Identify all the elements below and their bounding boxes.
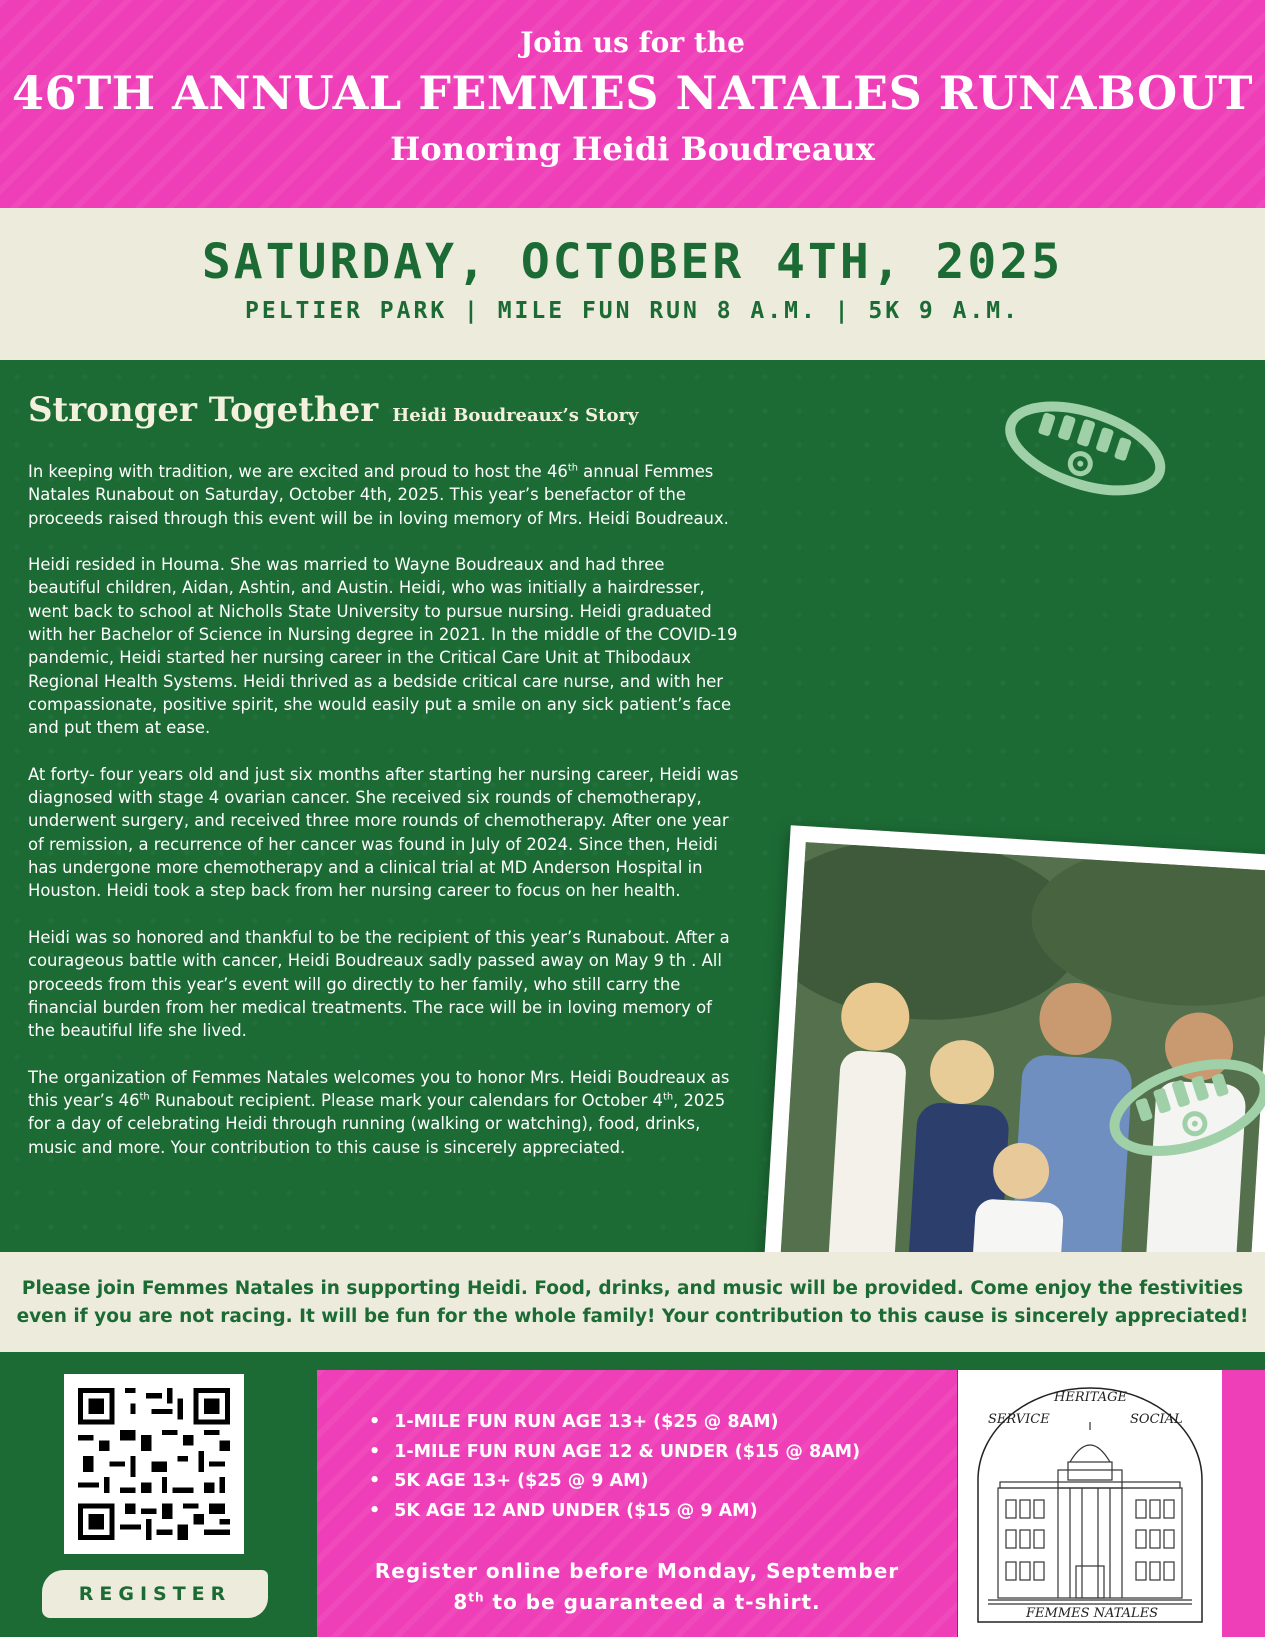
support-message: [0, 1252, 1265, 1352]
registration-section: [0, 1352, 1265, 1637]
support-line-1: Please join Femmes Natales in supporting Heidi. Food, drinks, and music will be provided. Come enjoy the festivities: [21, 1278, 1244, 1299]
header-banner: [0, 0, 1265, 208]
femmes-natales-logo: [958, 1370, 1222, 1637]
logo-text-top: HERITAGE: [1054, 1390, 1127, 1405]
story-body: [28, 460, 740, 1182]
story-paragraph-5: The organization of Femmes Natales welcomes you to honor Mrs. Heidi Boudreaux as this year’s 46th Runabout recipient. Please mark your calendars for October 4th, 2025 for a day of celebrating Heidi through running (walking or watching), food, drinks, music and more. Your contribution to this cause is sincerely appreciated.: [28, 1067, 730, 1157]
story-heading: [28, 390, 638, 430]
race-options-list: [369, 1408, 860, 1526]
event-date: SATURDAY, OCTOBER 4TH, 2025: [201, 234, 1064, 290]
pink-edge: [1222, 1370, 1265, 1637]
story-paragraph-2: Heidi resided in Houma. She was married to Wayne Boudreaux and had three beautiful children, Aidan, Ashtin, and Austin. Heidi, who was initially a hairdresser, went back to school at Nicholls State University to pursue nursing. Heidi graduated with her Bachelor of Science in Nursing degree in 2021. In the middle of the COVID-19 pandemic, Heidi started her nursing career in the Critical Care Unit at Thibodaux Regional Health Systems. Heidi thrived as a bedside critical care nurse, and with her compassionate, positive spirit, she would easily put a smile on any sick patient’s face and put them at ease.: [28, 555, 738, 738]
race-option: • 5K AGE 13+ ($25 @ 9 AM): [369, 1467, 860, 1497]
logo-text-left: SERVICE: [988, 1412, 1050, 1427]
logo-text-bottom: FEMMES NATALES: [1026, 1606, 1159, 1621]
date-band: [0, 208, 1265, 360]
support-line-2: even if you are not racing. It will be fun for the whole family! Your contribution to this cause is sincerely appreciated!: [16, 1306, 1249, 1327]
story-section: [0, 360, 1265, 1252]
pricing-panel: [317, 1370, 957, 1637]
qr-code-icon: [78, 1388, 230, 1540]
race-option: • 5K AGE 12 AND UNDER ($15 @ 9 AM): [369, 1497, 860, 1527]
event-details: PELTIER PARK | MILE FUN RUN 8 A.M. | 5K 9 A.M.: [245, 298, 1020, 324]
story-kicker: Heidi Boudreaux’s Story: [392, 405, 639, 426]
story-paragraph-4: Heidi was so honored and thankful to be the recipient of this year’s Runabout. After a courageous battle with cancer, Heidi Boudreaux sadly passed away on May 9 th . All proceeds from this year’s event will go directly to her family, who still carry the financial burden from her medical treatments. The race will be in loving memory of the beautiful life she lived.: [28, 927, 730, 1041]
registration-qr-code[interactable]: [64, 1374, 244, 1554]
register-button[interactable]: REGISTER: [42, 1570, 268, 1618]
story-title: Stronger Together: [28, 390, 379, 430]
courthouse-icon: [958, 1370, 1222, 1637]
race-option: • 1-MILE FUN RUN AGE 12 & UNDER ($15 @ 8AM): [369, 1438, 860, 1468]
story-paragraph-1: In keeping with tradition, we are excited and proud to host the 46th annual Femmes Natales Runabout on Saturday, October 4th, 2025. This year’s benefactor of the proceeds raised through this event will be in loving memory of Mrs. Heidi Boudreaux.: [28, 462, 729, 528]
shoe-print-icon: [1100, 1055, 1265, 1165]
race-option: • 1-MILE FUN RUN AGE 13+ ($25 @ 8AM): [369, 1408, 860, 1438]
story-paragraph-3: At forty- four years old and just six months after starting her nursing career, Heidi was diagnosed with stage 4 ovarian cancer. She received six rounds of chemotherapy, underwent surgery, and received three more rounds of chemotherapy. After one year of remission, a recurrence of her cancer was found in July of 2024. Since then, Heidi has undergone more chemotherapy and a clinical trial at MD Anderson Hospital in Houston. Heidi took a step back from her nursing career to focus on her health.: [28, 764, 739, 901]
header-pre-title: Join us for the: [520, 26, 745, 59]
shoe-print-icon: [1005, 400, 1175, 500]
registration-deadline-note: Register online before Monday, September 8th to be guaranteed a t-shirt.: [374, 1559, 900, 1614]
logo-text-right: SOCIAL: [1130, 1412, 1183, 1427]
honoree-subtitle: Honoring Heidi Boudreaux: [390, 130, 875, 168]
event-title: 46TH ANNUAL FEMMES NATALES RUNABOUT: [11, 66, 1254, 120]
